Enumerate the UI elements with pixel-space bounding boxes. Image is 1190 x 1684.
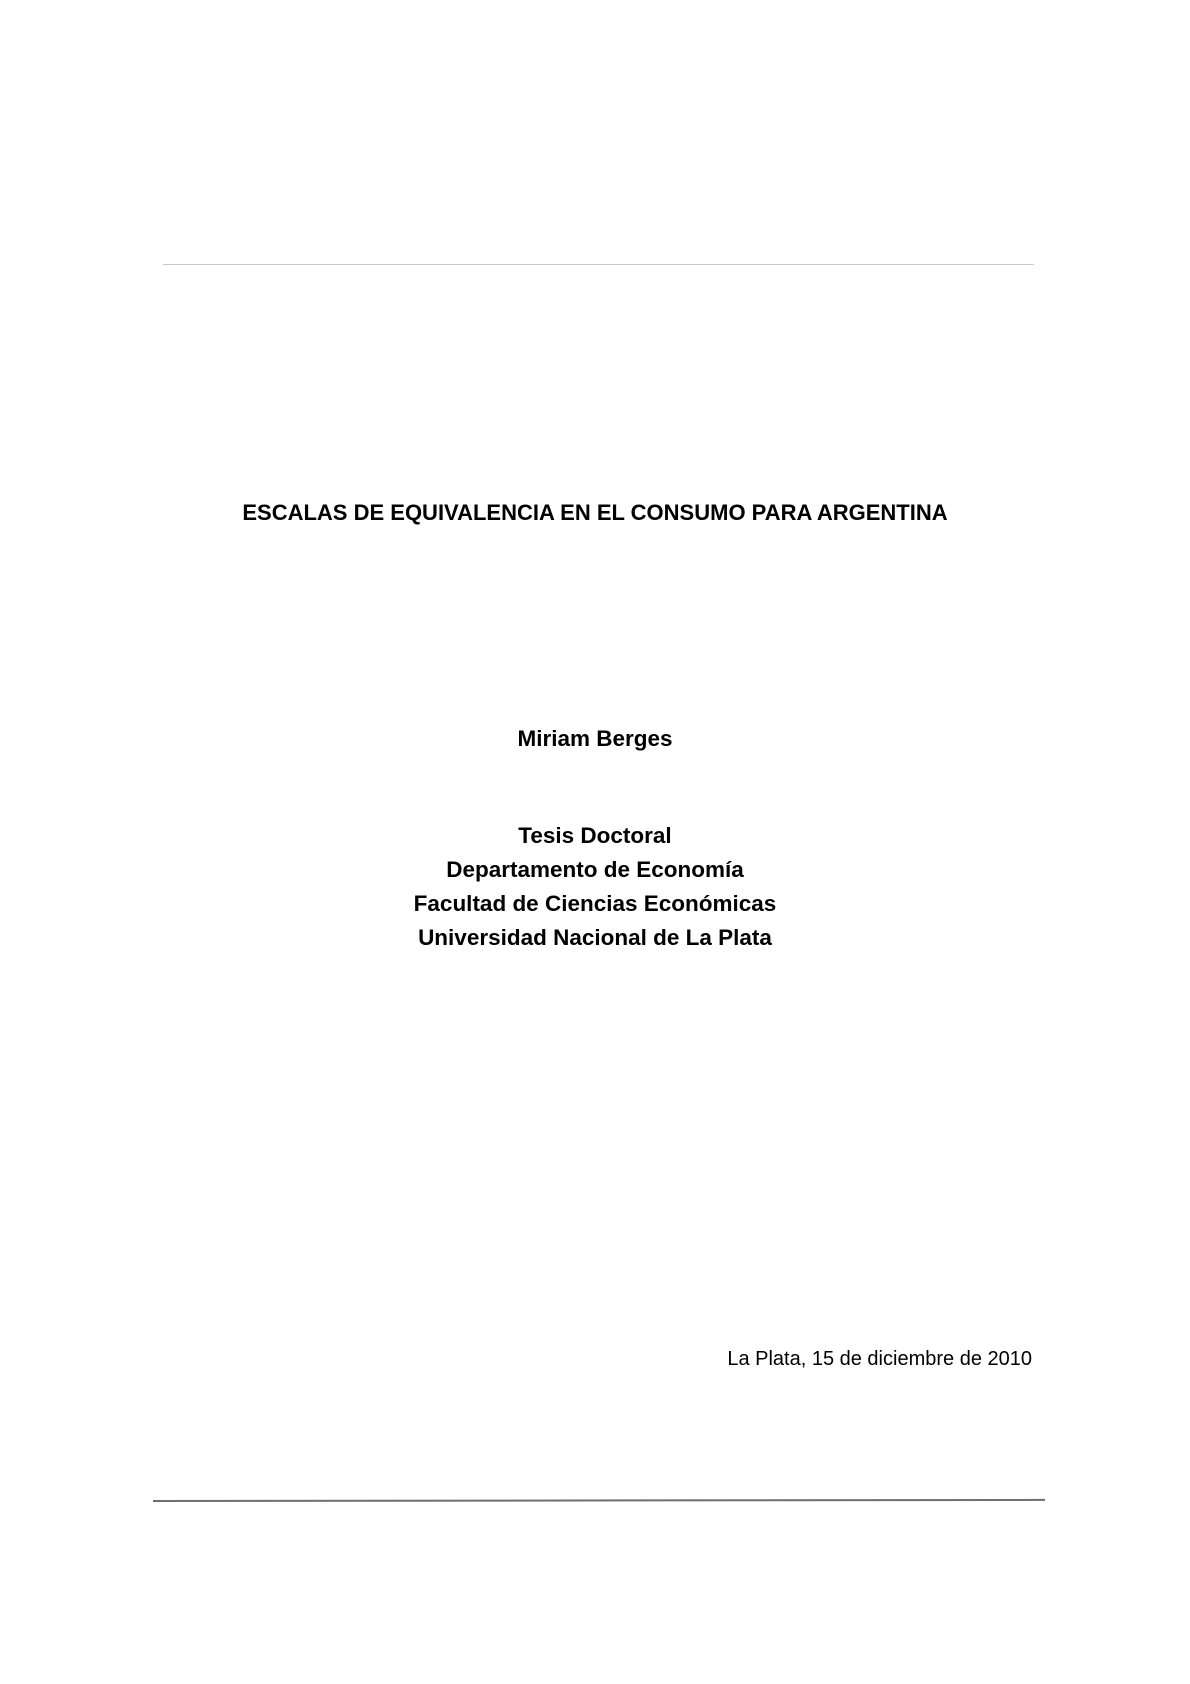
author-name: Miriam Berges <box>517 726 673 751</box>
department-line: Departamento de Economía <box>446 857 744 882</box>
top-divider <box>163 264 1034 265</box>
degree-line: Tesis Doctoral <box>518 823 672 848</box>
bottom-divider <box>153 1499 1045 1502</box>
faculty-line: Facultad de Ciencias Económicas <box>413 891 777 916</box>
university-line: Universidad Nacional de La Plata <box>418 925 772 950</box>
place-date: La Plata, 15 de diciembre de 2010 <box>727 1348 1032 1370</box>
thesis-title: ESCALAS DE EQUIVALENCIA EN EL CONSUMO PARA ARGENTINA <box>242 500 948 525</box>
affiliation-block <box>0 819 1190 955</box>
